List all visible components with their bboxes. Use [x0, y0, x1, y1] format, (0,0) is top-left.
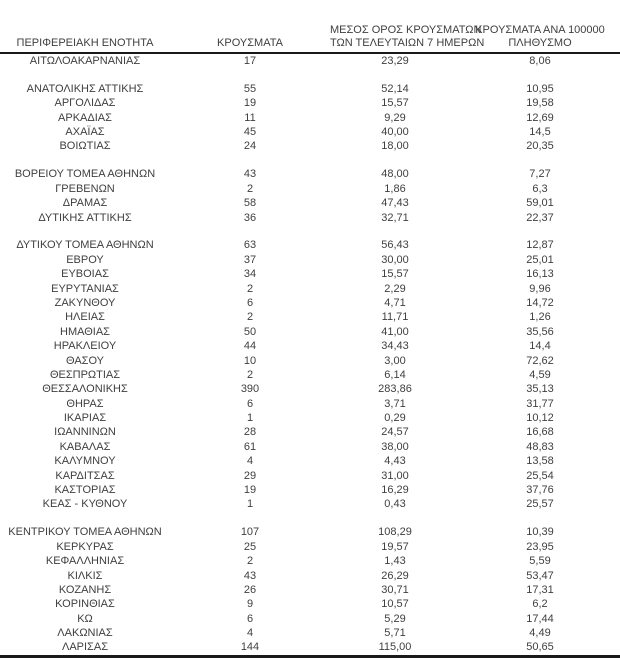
table-row: [0, 167, 620, 181]
avg7day-cell: 4,43: [384, 455, 406, 468]
avg7day-cell: 30,00: [381, 253, 409, 266]
regional-cases-table: [0, 24, 620, 658]
avg7day-cell: 5,29: [384, 612, 406, 625]
per100k-cell: 10,95: [526, 82, 554, 95]
cases-cell: 58: [243, 197, 257, 210]
avg7day-cell: 0,43: [384, 498, 406, 511]
col-header-per100k-line2: ΠΛΗΘΥΣΜΟ: [508, 37, 572, 49]
per100k-cell: 50,65: [526, 641, 554, 654]
region-cell: ΕΥΡΥΤΑΝΙΑΣ: [51, 282, 119, 295]
cases-cell: 144: [240, 641, 260, 654]
per100k-cell: 35,56: [526, 325, 554, 338]
table-row: [0, 211, 620, 225]
region-cell: ΓΡΕΒΕΝΩΝ: [55, 182, 115, 195]
region-cell: ΕΥΒΟΙΑΣ: [61, 268, 109, 281]
cases-cell: 2: [246, 555, 254, 568]
region-cell: ΚΩ: [77, 612, 93, 625]
cases-cell: 28: [243, 426, 257, 439]
region-cell: ΑΙΤΩΛΟΑΚΑΡΝΑΝΙΑΣ: [29, 55, 141, 67]
table-row: [0, 238, 620, 252]
cases-cell: 6: [246, 296, 254, 309]
cases-cell: 61: [243, 440, 257, 453]
region-cell: ΖΑΚΥΝΘΟΥ: [54, 296, 116, 309]
col-header-per100k-line1: ΚΡΟΥΣΜΑΤΑ ΑΝΑ 100000: [475, 24, 605, 36]
region-cell: ΚΟΡΙΝΘΙΑΣ: [55, 598, 115, 611]
avg7day-cell: 34,43: [381, 340, 409, 353]
cases-cell: 1: [246, 498, 254, 511]
per100k-cell: 19,58: [526, 97, 554, 110]
per100k-cell: 10,12: [526, 412, 554, 425]
per100k-cell: 17,31: [526, 583, 554, 596]
avg7day-cell: 23,29: [381, 55, 409, 67]
table-row: [0, 96, 620, 110]
table-row: [0, 54, 620, 68]
cases-cell: 17: [243, 55, 257, 67]
cases-cell: 29: [243, 469, 257, 482]
cases-cell: 34: [243, 268, 257, 281]
table-row: [0, 253, 620, 267]
table-row: [0, 483, 620, 497]
table-row: [0, 626, 620, 640]
table-row: [0, 569, 620, 583]
region-cell: ΗΡΑΚΛΕΙΟΥ: [53, 340, 117, 353]
avg7day-cell: 19,57: [381, 540, 409, 553]
avg7day-cell: 41,00: [381, 325, 409, 338]
col-header-cases-label: ΚΡΟΥΣΜΑΤΑ: [217, 37, 283, 49]
cases-cell: 6: [246, 397, 254, 410]
table-row: [0, 339, 620, 353]
cases-cell: 25: [243, 540, 257, 553]
region-cell: ΚΕΑΣ - ΚΥΘΝΟΥ: [42, 498, 128, 511]
per100k-cell: 12,69: [526, 111, 554, 124]
avg7day-cell: 115,00: [378, 641, 412, 654]
cases-cell: 10: [243, 354, 257, 367]
per100k-cell: 25,54: [526, 469, 554, 482]
table-row: [0, 82, 620, 96]
table-row: [0, 612, 620, 626]
cases-cell: 37: [243, 253, 257, 266]
region-cell: ΘΕΣΣΑΛΟΝΙΚΗΣ: [42, 383, 128, 396]
region-cell: ΘΗΡΑΣ: [66, 397, 104, 410]
table-row: [0, 111, 620, 125]
avg7day-cell: 1,43: [384, 555, 406, 568]
table-body: [0, 54, 620, 658]
avg7day-cell: 0,29: [384, 412, 406, 425]
avg7day-cell: 283,86: [378, 383, 412, 396]
region-cell: ΚΑΣΤΟΡΙΑΣ: [54, 484, 116, 497]
region-cell: ΕΒΡΟΥ: [66, 253, 104, 266]
avg7day-cell: 48,00: [381, 168, 409, 181]
region-cell: ΚΕΡΚΥΡΑΣ: [56, 540, 114, 553]
avg7day-cell: 6,14: [384, 368, 406, 381]
col-header-cases: [170, 37, 330, 50]
region-cell: ΑΡΚΑΔΙΑΣ: [58, 111, 112, 124]
cases-cell: 19: [243, 97, 257, 110]
cases-cell: 4: [246, 455, 254, 468]
avg7day-cell: 56,43: [381, 239, 409, 252]
table-row: [0, 540, 620, 554]
per100k-cell: 22,37: [526, 211, 554, 224]
per100k-cell: 14,4: [529, 340, 551, 353]
region-cell: ΙΩΑΝΝΙΝΩΝ: [54, 426, 116, 439]
per100k-cell: 6,3: [532, 182, 548, 195]
per100k-cell: 25,57: [526, 498, 554, 511]
group-spacer: [0, 68, 620, 82]
region-cell: ΚΑΡΔΙΤΣΑΣ: [55, 469, 115, 482]
table-row: [0, 640, 620, 654]
avg7day-cell: 5,71: [384, 627, 406, 640]
region-cell: ΚΟΖΑΝΗΣ: [58, 583, 112, 596]
cases-cell: 107: [240, 526, 260, 539]
col-header-region-label: ΠΕΡΙΦΕΡΕΙΑΚΗ ΕΝΟΤΗΤΑ: [16, 37, 154, 49]
per100k-cell: 17,44: [526, 612, 554, 625]
table-row: [0, 497, 620, 511]
region-cell: ΚΕΝΤΡΙΚΟΥ ΤΟΜΕΑ ΑΘΗΝΩΝ: [8, 526, 162, 539]
region-cell: ΚΕΦΑΛΛΗΝΙΑΣ: [45, 555, 125, 568]
per100k-cell: 16,13: [526, 268, 554, 281]
avg7day-cell: 38,00: [381, 440, 409, 453]
table-row: [0, 325, 620, 339]
cases-cell: 36: [243, 211, 257, 224]
cases-cell: 9: [246, 598, 254, 611]
region-cell: ΔΡΑΜΑΣ: [62, 197, 108, 210]
per100k-cell: 16,68: [526, 426, 554, 439]
avg7day-cell: 32,71: [381, 211, 409, 224]
avg7day-cell: 26,29: [381, 569, 409, 582]
table-row: [0, 469, 620, 483]
col-header-avg7day: [330, 24, 485, 50]
region-cell: ΑΝΑΤΟΛΙΚΗΣ ΑΤΤΙΚΗΣ: [26, 82, 144, 95]
region-cell: ΗΜΑΘΙΑΣ: [60, 325, 110, 338]
avg7day-cell: 31,00: [381, 469, 409, 482]
cases-cell: 2: [246, 368, 254, 381]
per100k-cell: 14,5: [529, 126, 551, 139]
per100k-cell: 9,96: [529, 282, 551, 295]
per100k-cell: 5,59: [529, 555, 551, 568]
per100k-cell: 37,76: [526, 484, 554, 497]
per100k-cell: 4,59: [529, 368, 551, 381]
per100k-cell: 23,95: [526, 540, 554, 553]
avg7day-cell: 16,29: [381, 484, 409, 497]
table-row: [0, 583, 620, 597]
avg7day-cell: 2,29: [384, 282, 406, 295]
region-cell: ΛΑΚΩΝΙΑΣ: [57, 627, 113, 640]
cases-cell: 45: [243, 126, 257, 139]
group-spacer: [0, 512, 620, 526]
region-cell: ΙΚΑΡΙΑΣ: [63, 412, 107, 425]
avg7day-cell: 1,86: [384, 182, 406, 195]
per100k-cell: 12,87: [526, 239, 554, 252]
per100k-cell: 31,77: [526, 397, 554, 410]
region-cell: ΑΡΓΟΛΙΔΑΣ: [54, 97, 116, 110]
avg7day-cell: 47,43: [381, 197, 409, 210]
avg7day-cell: 15,57: [381, 97, 409, 110]
col-header-avg7day-line1: ΜΕΣΟΣ ΟΡΟΣ ΚΡΟΥΣΜΑΤΩΝ: [330, 24, 482, 36]
region-cell: ΚΙΛΚΙΣ: [67, 569, 103, 582]
cases-cell: 55: [243, 82, 257, 95]
table-row: [0, 267, 620, 281]
cases-cell: 390: [240, 383, 260, 396]
table-row: [0, 282, 620, 296]
region-cell: ΛΑΡΙΣΑΣ: [61, 641, 108, 654]
col-header-per100k: [460, 24, 620, 50]
avg7day-cell: 4,71: [384, 296, 406, 309]
table-row: [0, 597, 620, 611]
table-row: [0, 125, 620, 139]
col-header-region: [0, 37, 170, 50]
per100k-cell: 35,13: [526, 383, 554, 396]
table-row: [0, 397, 620, 411]
cases-cell: 43: [243, 168, 257, 181]
table-row: [0, 196, 620, 210]
table-row: [0, 139, 620, 153]
cases-cell: 43: [243, 569, 257, 582]
avg7day-cell: 52,14: [381, 82, 409, 95]
table-row: [0, 310, 620, 324]
region-cell: ΚΑΒΑΛΑΣ: [59, 440, 111, 453]
avg7day-cell: 15,57: [381, 268, 409, 281]
cases-cell: 1: [246, 412, 254, 425]
per100k-cell: 7,27: [529, 168, 551, 181]
table-row: [0, 368, 620, 382]
col-header-avg7day-line2: ΤΩΝ ΤΕΛΕΥΤΑΙΩΝ 7 ΗΜΕΡΩΝ: [330, 37, 485, 49]
cases-cell: 26: [243, 583, 257, 596]
per100k-cell: 48,83: [526, 440, 554, 453]
region-cell: ΑΧΑΪΑΣ: [65, 126, 105, 139]
avg7day-cell: 108,29: [378, 526, 412, 539]
region-cell: ΔΥΤΙΚΟΥ ΤΟΜΕΑ ΑΘΗΝΩΝ: [16, 239, 154, 252]
avg7day-cell: 3,71: [384, 397, 406, 410]
per100k-cell: 53,47: [526, 569, 554, 582]
region-cell: ΒΟΙΩΤΙΑΣ: [59, 140, 111, 153]
avg7day-cell: 24,57: [381, 426, 409, 439]
avg7day-cell: 30,71: [381, 583, 409, 596]
per100k-cell: 4,49: [529, 627, 551, 640]
per100k-cell: 72,62: [526, 354, 554, 367]
region-cell: ΘΕΣΠΡΩΤΙΑΣ: [49, 368, 121, 381]
table-row: [0, 354, 620, 368]
table-header-row: [0, 24, 620, 54]
cases-cell: 63: [243, 239, 257, 252]
table-row: [0, 454, 620, 468]
region-cell: ΔΥΤΙΚΗΣ ΑΤΤΙΚΗΣ: [38, 211, 132, 224]
cases-cell: 4: [246, 627, 254, 640]
cases-cell: 24: [243, 140, 257, 153]
cases-cell: 19: [243, 484, 257, 497]
table-row: [0, 440, 620, 454]
per100k-cell: 8,06: [529, 55, 551, 67]
table-row: [0, 554, 620, 568]
table-row: [0, 425, 620, 439]
cases-cell: 6: [246, 612, 254, 625]
cases-cell: 2: [246, 311, 254, 324]
cases-cell: 50: [243, 325, 257, 338]
table-row: [0, 411, 620, 425]
avg7day-cell: 40,00: [381, 126, 409, 139]
table-row: [0, 382, 620, 396]
region-cell: ΒΟΡΕΙΟΥ ΤΟΜΕΑ ΑΘΗΝΩΝ: [14, 168, 156, 181]
avg7day-cell: 18,00: [381, 140, 409, 153]
avg7day-cell: 11,71: [381, 311, 409, 324]
group-spacer: [0, 225, 620, 239]
region-cell: ΚΑΛΥΜΝΟΥ: [54, 455, 116, 468]
per100k-cell: 6,2: [532, 598, 548, 611]
cases-cell: 2: [246, 282, 254, 295]
avg7day-cell: 3,00: [384, 354, 406, 367]
cases-cell: 2: [246, 182, 254, 195]
per100k-cell: 14,72: [526, 296, 554, 309]
avg7day-cell: 9,29: [384, 111, 406, 124]
per100k-cell: 10,39: [526, 526, 554, 539]
region-cell: ΗΛΕΙΑΣ: [65, 311, 105, 324]
cases-cell: 11: [244, 111, 256, 124]
region-cell: ΘΑΣΟΥ: [65, 354, 105, 367]
per100k-cell: 1,26: [529, 311, 551, 324]
per100k-cell: 13,58: [526, 455, 554, 468]
table-row: [0, 525, 620, 539]
avg7day-cell: 10,57: [381, 598, 409, 611]
per100k-cell: 59,01: [526, 197, 554, 210]
per100k-cell: 25,01: [526, 253, 554, 266]
group-spacer: [0, 154, 620, 168]
table-row: [0, 182, 620, 196]
cases-cell: 44: [243, 340, 257, 353]
table-row: [0, 296, 620, 310]
per100k-cell: 20,35: [526, 140, 554, 153]
